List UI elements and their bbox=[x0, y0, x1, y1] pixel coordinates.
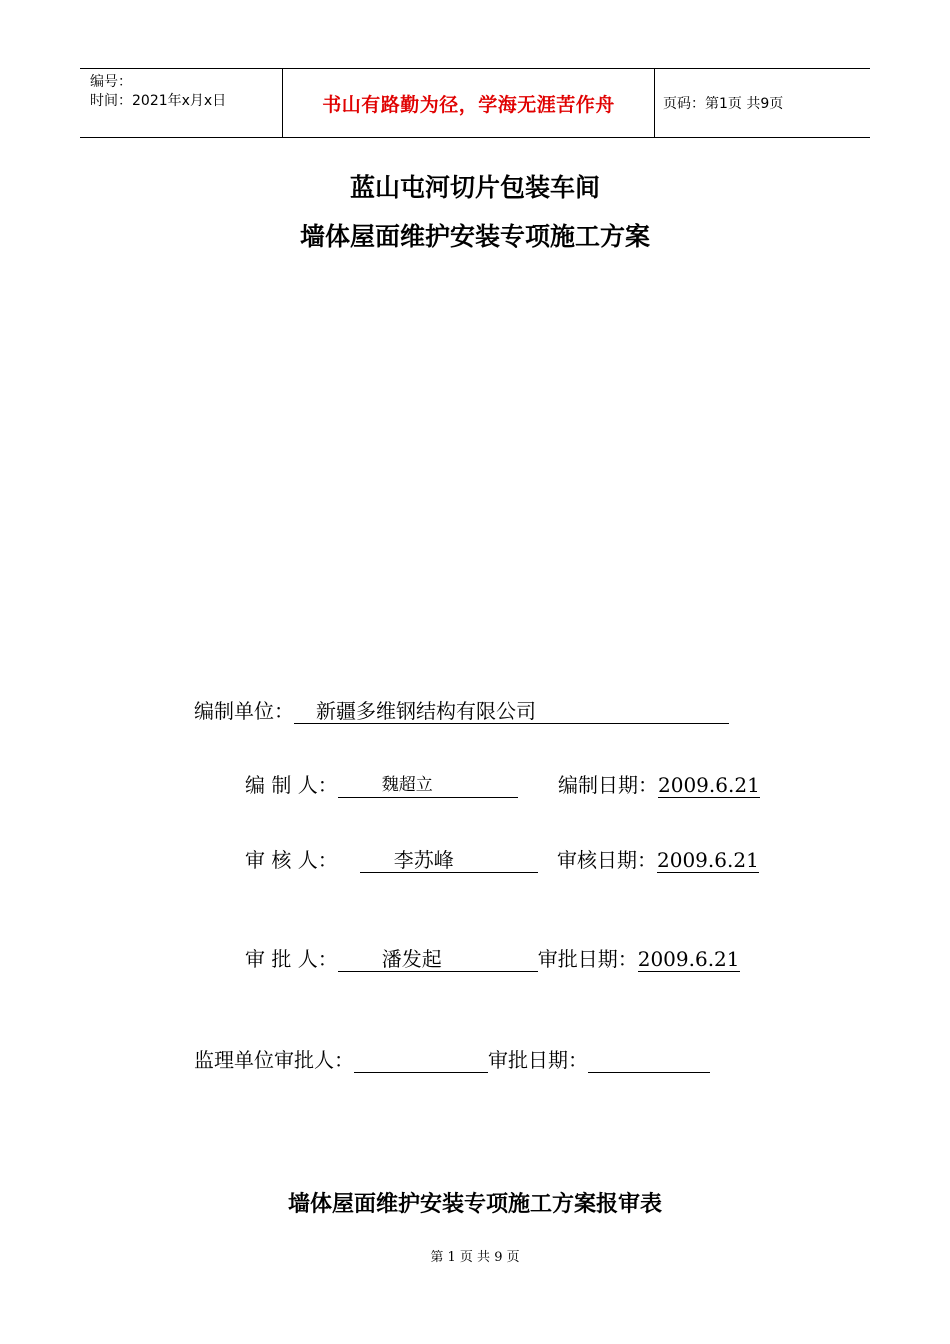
reviewer-field bbox=[360, 848, 538, 873]
header-page-info: 页码：第1页 共9页 bbox=[663, 96, 784, 112]
document-title-line1: 蓝山屯河切片包装车间 bbox=[349, 173, 600, 202]
compiler-label: 编 制 人： bbox=[245, 773, 338, 797]
reviewer-value: 李苏峰 bbox=[393, 848, 454, 872]
reviewer-row bbox=[245, 844, 538, 873]
approver-row bbox=[245, 943, 740, 972]
page-footer: 第 1 页 共 9 页 bbox=[430, 1250, 520, 1265]
compile-date-row bbox=[558, 769, 760, 798]
page-header bbox=[80, 68, 870, 138]
supervisor-blank bbox=[354, 1048, 488, 1073]
supervisor-row bbox=[194, 1044, 710, 1073]
compile-date-value: 2009.6.21 bbox=[658, 773, 760, 797]
compiler-row bbox=[245, 769, 518, 798]
approver-field bbox=[338, 947, 538, 972]
header-motto: 书山有路勤为径，学海无涯苦作舟 bbox=[282, 69, 655, 137]
supervisor-date-blank bbox=[588, 1048, 710, 1073]
unit-label: 编制单位： bbox=[194, 699, 294, 723]
reviewer-label: 审 核 人： bbox=[245, 848, 338, 872]
document-number: 编号： bbox=[90, 74, 132, 90]
supervisor-label: 监理单位审批人： bbox=[194, 1048, 354, 1072]
header-meta bbox=[80, 69, 282, 137]
report-title: 墙体屋面维护安装专项施工方案报审表 bbox=[287, 1191, 662, 1217]
approve-date-label: 审批日期： bbox=[537, 947, 638, 971]
unit-field bbox=[294, 699, 729, 724]
compiler-value: 魏超立 bbox=[381, 775, 433, 795]
approver-value: 潘发起 bbox=[381, 947, 442, 971]
review-date-row bbox=[557, 844, 759, 873]
unit-value: 新疆多维钢结构有限公司 bbox=[316, 699, 536, 723]
compile-date-label: 编制日期： bbox=[558, 773, 658, 797]
document-title-line2: 墙体屋面维护安装专项施工方案 bbox=[299, 222, 650, 251]
approver-label: 审 批 人： bbox=[245, 947, 338, 971]
compiler-field bbox=[338, 773, 518, 798]
review-date-value: 2009.6.21 bbox=[657, 848, 759, 872]
unit-row bbox=[194, 695, 729, 724]
approve-date-value: 2009.6.21 bbox=[637, 947, 740, 971]
review-date-label: 审核日期： bbox=[557, 848, 657, 872]
supervisor-date-label: 审批日期： bbox=[488, 1048, 588, 1072]
document-time: 时间：2021年x月x日 bbox=[90, 93, 227, 109]
